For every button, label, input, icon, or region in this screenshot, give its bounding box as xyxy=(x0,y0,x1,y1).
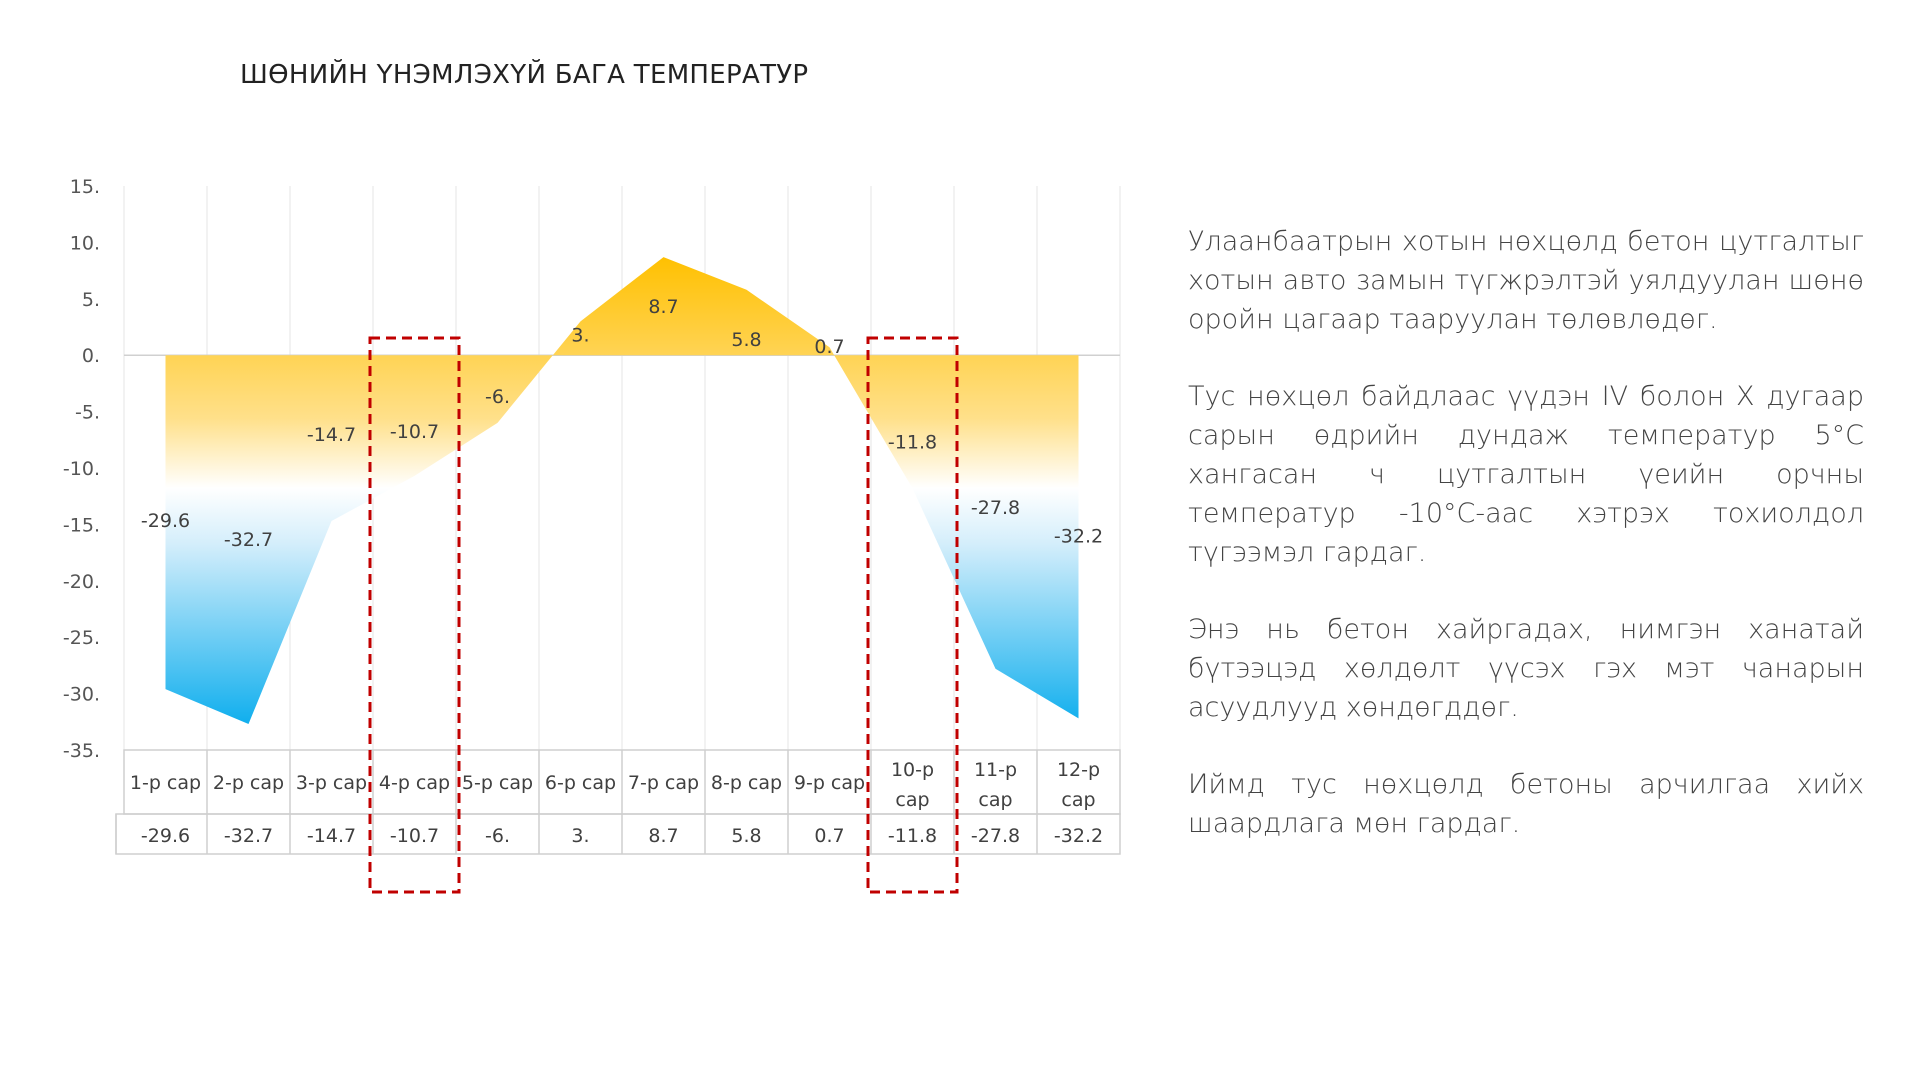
y-tick-label: -35. xyxy=(62,740,100,762)
table-value: -27.8 xyxy=(970,825,1021,847)
table-value: -11.8 xyxy=(887,825,938,847)
description-paragraph-2: Тус нөхцөл байдлаас үүдэн IV болон X дугаар сарын өдрийн дундаж температур 5°C хангасан ч цутгалтын үеийн орчны температур -10°C-аас хэтрэх тохиолдол түгээмэл гардаг. xyxy=(1188,381,1864,568)
data-label: 5.8 xyxy=(731,328,762,351)
table-value: -32.2 xyxy=(1053,825,1104,847)
data-label: 3. xyxy=(571,324,590,347)
table-value: 3. xyxy=(571,825,590,847)
y-tick-label: -20. xyxy=(62,570,100,593)
data-label: -27.8 xyxy=(970,496,1021,519)
table-value: -14.7 xyxy=(306,825,357,847)
description-paragraph-1: Улаанбаатрын хотын нөхцөлд бетон цутгалтыг хотын авто замын түгжрэлтэй уялдуулан шөнө оройн цагаар тааруулан төлөвлөдөг. xyxy=(1188,226,1864,335)
data-label: -6. xyxy=(485,385,510,408)
y-tick-label: 5. xyxy=(81,288,100,311)
category-label: 12-р xyxy=(1056,759,1101,781)
table-value: -6. xyxy=(485,825,510,847)
y-axis xyxy=(63,176,100,762)
data-label: -14.7 xyxy=(306,424,357,447)
category-label: сар xyxy=(895,789,930,811)
data-label: -29.6 xyxy=(140,510,191,533)
description-paragraph-3: Энэ нь бетон хайргадах, нимгэн ханатай бүтээцэд хөлдөлт үүсэх гэх мэт чанарын асуудлууд хөндөгддөг. xyxy=(1188,614,1864,723)
table-value: 0.7 xyxy=(814,825,845,847)
data-label: -11.8 xyxy=(887,431,938,454)
table-value: -32.7 xyxy=(223,825,274,847)
data-table xyxy=(116,750,1120,854)
y-tick-label: 15. xyxy=(69,176,100,198)
category-label: 7-р сар xyxy=(627,772,700,794)
category-label: сар xyxy=(1061,789,1096,811)
category-label: 6-р сар xyxy=(544,772,617,794)
y-tick-label: -30. xyxy=(62,683,100,706)
description-text xyxy=(1188,222,1864,881)
category-label: 11-р xyxy=(973,759,1018,781)
chart-title: ШӨНИЙН ҮНЭМЛЭХҮЙ БАГА ТЕМПЕРАТУР xyxy=(240,60,809,90)
y-tick-label: 10. xyxy=(69,232,100,255)
y-tick-label: 0. xyxy=(81,345,100,368)
category-label: 8-р сар xyxy=(710,772,783,794)
category-label: 10-р xyxy=(890,759,935,781)
y-tick-label: -10. xyxy=(62,458,100,480)
data-label: 0.7 xyxy=(814,336,845,359)
table-value: 8.7 xyxy=(648,825,679,847)
category-label: 9-р сар xyxy=(793,772,866,794)
category-label: 3-р сар xyxy=(295,772,368,794)
table-value: 5.8 xyxy=(731,825,762,847)
data-label: -32.2 xyxy=(1053,525,1104,548)
category-label: 5-р сар xyxy=(461,772,534,794)
data-label: -10.7 xyxy=(389,420,440,443)
description-paragraph-4: Иймд тус нөхцөлд бетоны арчилгаа хийх шаардлага мөн гардаг. xyxy=(1188,769,1864,839)
y-tick-label: -5. xyxy=(75,401,100,424)
data-label: -32.7 xyxy=(223,529,274,552)
table-value: -10.7 xyxy=(389,825,440,847)
table-value: -29.6 xyxy=(140,825,191,847)
y-tick-label: -15. xyxy=(62,514,100,537)
category-label: 1-р сар xyxy=(129,772,202,794)
category-label: 4-р сар xyxy=(378,772,451,794)
category-label: 2-р сар xyxy=(212,772,285,794)
y-tick-label: -25. xyxy=(62,627,100,650)
data-label: 8.7 xyxy=(648,296,679,319)
category-label: сар xyxy=(978,789,1013,811)
